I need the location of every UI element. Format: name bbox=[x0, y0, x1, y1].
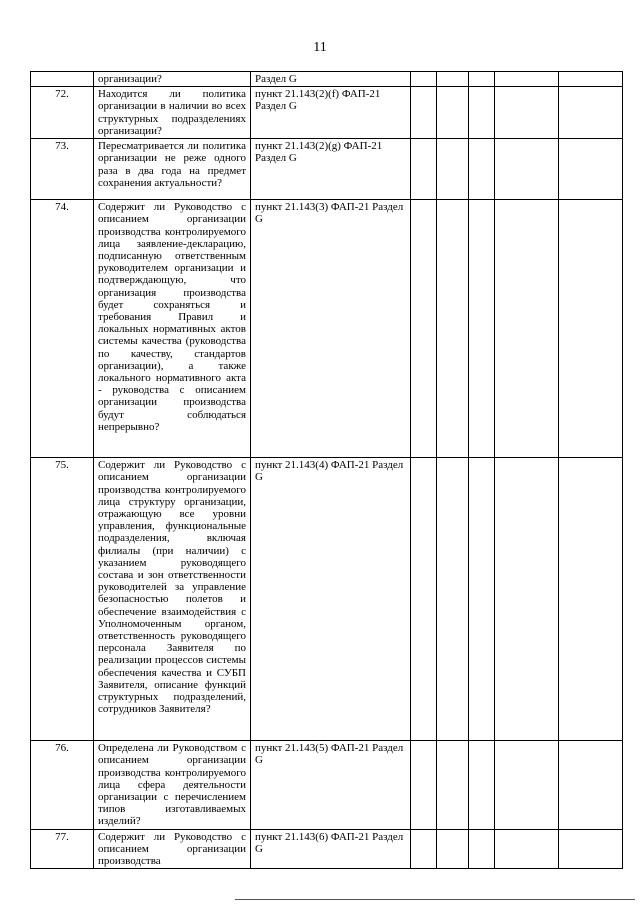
question-cell: Содержит ли Руководство с описанием организации производства контролируемого лица структуру организации, отражающую все уровни управления, функциональные подразделения, включая филиалы (при наличии) с указанием руководящего состава и зон ответственности руководителей за управление безопасностью полетов и обеспечение взаимодействия с Уполномоченным органом, ответственность руководящего персонала Заявителя по реализации процессов системы обеспечения качества и СУБП Заявителя, описание функций структурных подразделений, сотрудников Заявителя? bbox=[94, 458, 251, 741]
reference-cell: пункт 21.143(2)(g) ФАП-21 Раздел G bbox=[251, 139, 411, 200]
row-number: 72. bbox=[31, 87, 94, 139]
page-bottom-line bbox=[235, 899, 635, 900]
empty-cell bbox=[559, 741, 623, 829]
empty-cell bbox=[559, 87, 623, 139]
table-row bbox=[31, 741, 623, 829]
empty-cell bbox=[469, 139, 495, 200]
empty-cell bbox=[495, 139, 559, 200]
empty-cell bbox=[495, 200, 559, 458]
empty-cell bbox=[559, 72, 623, 87]
reference-cell: пункт 21.143(6) ФАП-21 Раздел G bbox=[251, 829, 411, 869]
empty-cell bbox=[437, 87, 469, 139]
reference-cell: пункт 21.143(2)(f) ФАП-21 Раздел G bbox=[251, 87, 411, 139]
reference-cell: пункт 21.143(5) ФАП-21 Раздел G bbox=[251, 741, 411, 829]
empty-cell bbox=[437, 829, 469, 869]
question-cell: Находится ли политика организации в наличии во всех структурных подразделениях организации? bbox=[94, 87, 251, 139]
table-row bbox=[31, 87, 623, 139]
empty-cell bbox=[411, 829, 437, 869]
empty-cell bbox=[495, 829, 559, 869]
row-number: 75. bbox=[31, 458, 94, 741]
table-row bbox=[31, 200, 623, 458]
empty-cell bbox=[437, 741, 469, 829]
empty-cell bbox=[559, 829, 623, 869]
empty-cell bbox=[469, 458, 495, 741]
reference-cell: Раздел G bbox=[251, 72, 411, 87]
empty-cell bbox=[437, 200, 469, 458]
table-row bbox=[31, 458, 623, 741]
empty-cell bbox=[469, 200, 495, 458]
empty-cell bbox=[559, 139, 623, 200]
reference-cell: пункт 21.143(3) ФАП-21 Раздел G bbox=[251, 200, 411, 458]
row-number bbox=[31, 72, 94, 87]
empty-cell bbox=[495, 87, 559, 139]
reference-cell: пункт 21.143(4) ФАП-21 Раздел G bbox=[251, 458, 411, 741]
row-number: 77. bbox=[31, 829, 94, 869]
empty-cell bbox=[411, 741, 437, 829]
table-row bbox=[31, 72, 623, 87]
question-cell: Пересматривается ли политика организации не реже одного раза в два года на предмет сохранения актуальности? bbox=[94, 139, 251, 200]
empty-cell bbox=[411, 458, 437, 741]
empty-cell bbox=[437, 139, 469, 200]
empty-cell bbox=[469, 741, 495, 829]
empty-cell bbox=[495, 458, 559, 741]
empty-cell bbox=[411, 72, 437, 87]
table-row bbox=[31, 829, 623, 869]
empty-cell bbox=[495, 741, 559, 829]
row-number: 74. bbox=[31, 200, 94, 458]
empty-cell bbox=[437, 72, 469, 87]
empty-cell bbox=[411, 139, 437, 200]
checklist-table bbox=[30, 71, 623, 869]
question-cell: Содержит ли Руководство с описанием организации производства bbox=[94, 829, 251, 869]
empty-cell bbox=[559, 200, 623, 458]
page-number: 11 bbox=[313, 40, 327, 55]
empty-cell bbox=[495, 72, 559, 87]
question-cell: Содержит ли Руководство с описанием организации производства контролируемого лица заявление-декларацию, подписанную ответственным руководителем организации и подтверждающую, что организация производства будет сохраняться и требования Правил и локальных нормативных актов системы качества (руководства по качеству, стандартов организации), а также локального нормативного акта - руководства с описанием организации производства будут соблюдаться непрерывно? bbox=[94, 200, 251, 458]
row-number: 73. bbox=[31, 139, 94, 200]
empty-cell bbox=[469, 72, 495, 87]
table-row bbox=[31, 139, 623, 200]
empty-cell bbox=[469, 829, 495, 869]
row-number: 76. bbox=[31, 741, 94, 829]
empty-cell bbox=[559, 458, 623, 741]
empty-cell bbox=[411, 200, 437, 458]
question-cell: организации? bbox=[94, 72, 251, 87]
question-cell: Определена ли Руководством с описанием организации производства контролируемого лица сфера деятельности организации с перечислением типов изготавливаемых изделий? bbox=[94, 741, 251, 829]
empty-cell bbox=[411, 87, 437, 139]
empty-cell bbox=[437, 458, 469, 741]
empty-cell bbox=[469, 87, 495, 139]
